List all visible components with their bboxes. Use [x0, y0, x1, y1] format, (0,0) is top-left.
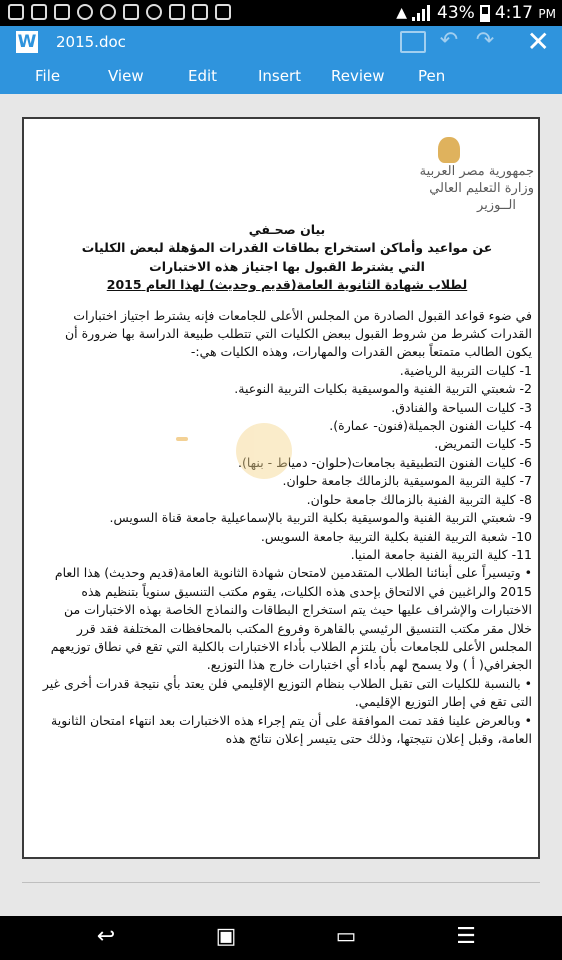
- menu-review[interactable]: Review: [331, 67, 385, 85]
- notification-icons: [8, 4, 231, 20]
- doc-heading: عن مواعيد وأماكن استخراج بطاقات القدرات المؤهلة لبعض الكليات: [81, 240, 493, 256]
- ministry-line: جمهورية مصر العربية: [419, 164, 534, 179]
- doc-heading: التي يشترط القبول بها اجتياز هذه الاختبارات: [149, 258, 425, 274]
- system-status: [396, 0, 556, 26]
- wps-logo-icon: W: [17, 32, 37, 52]
- menu-bar: [0, 58, 562, 94]
- undo-icon[interactable]: ↶: [439, 28, 459, 53]
- eagle-seal-icon: [438, 137, 460, 163]
- recent-apps-icon[interactable]: ▭: [335, 924, 357, 949]
- list-item: 6- كليات الفنون التطبيقية بجامعات(حلوان- دمياط - بنها).: [238, 454, 532, 470]
- doc-heading: بيان صحـفي: [248, 222, 326, 237]
- body-paragraph: • وبالعرض علينا فقد تمت الموافقة على أن يتم إجراء هذه الاختبارات بعد انتهاء امتحان الثانوية العامة، وقبل إعلان نتيجتها، وذلك حتى يتيسر إعلان نتائج هذه: [51, 712, 532, 746]
- list-item: 7- كلية التربية الموسيقية بالزمالك جامعة حلوان.: [282, 473, 532, 489]
- body-paragraph: • بالنسبة للكليات التى تقبل الطلاب بنظام التوزيع الإقليمي فلن يعتد بأي نتيجة قدرات أخرى غير التى تقع في إطار التوزيع الإقليمي.: [42, 675, 532, 710]
- watermark-badge: [176, 437, 188, 441]
- menu-pen[interactable]: Pen: [418, 67, 446, 85]
- list-item: 9- شعبتي التربية الفنية والموسيقية بكلية التربية بالإسماعيلية جامعة قناة السويس.: [109, 510, 532, 526]
- back-icon[interactable]: ↩: [96, 924, 116, 949]
- list-item: 1- كليات التربية الرياضية.: [399, 362, 532, 378]
- notification-icon: [8, 4, 24, 20]
- watermark-circle: [236, 423, 292, 479]
- signal-icon: [412, 5, 432, 21]
- menu-edit[interactable]: Edit: [188, 67, 218, 85]
- clock-time: 4:17: [494, 3, 533, 23]
- app-bar: [0, 26, 562, 58]
- document-page[interactable]: [22, 117, 540, 859]
- notification-icon: [123, 4, 139, 20]
- close-icon[interactable]: ✕: [526, 25, 550, 58]
- notification-icon: [77, 4, 93, 20]
- body-paragraph: • وتيسيراً على أبنائنا الطلاب المتقدمين لامتحان شهادة الثانوية العامة(قديم وحديث) هذا العام 2015 والراغبين في الالتحاق بإحدى هذه الكليات، يقوم مكتب التنسيق سنوياً بتنظيم هذه الاختبارات والإشراف عليها حيث يتم استخراج البطاقات والنماذج الخاصة بهذه الاختبارات من خلال مقر مكتب التنسيق الرئيسي بالقاهرة وفروع المكتب بالمحافظات المختلفة فقد قرر المجلس الأعلى للجامعات بأن يلتزم الطلاب بأداء الاختبارات بالكلية التي تقع في نطاق توزيعهم الجغرافي( أ ) ولا يسمح لهم بأداء أي اختبارات خارج هذا التوزيع.: [50, 565, 532, 673]
- home-icon[interactable]: ▣: [215, 924, 237, 949]
- site-watermark: [176, 423, 316, 493]
- list-item: 2- شعبتي التربية الفنية والموسيقية بكليات التربية النوعية.: [234, 381, 532, 397]
- menu-insert[interactable]: Insert: [258, 67, 302, 85]
- list-item: 3- كليات السياحة والفنادق.: [391, 399, 532, 415]
- notification-icon: [169, 4, 185, 20]
- intro-paragraph: في ضوء قواعد القبول الصادرة من المجلس الأعلى للجامعات فإنه يشترط اجتياز اختبارات القدرات كشرط من شروط القبول ببعض الكليات التي تتطلب طبيعة الدراسة بها ضرورة أن يكون الطالب متمتعاً ببعض القدرات والمهارات، وهذه الكليات هي:-: [65, 307, 532, 360]
- list-item: 4- كليات الفنون الجميلة(فنون- عمارة).: [329, 418, 532, 434]
- menu-icon[interactable]: ☰: [456, 924, 476, 949]
- clock: [495, 3, 556, 23]
- list-item: 10- شعبة التربية الفنية بكلية التربية جامعة السويس.: [260, 528, 532, 544]
- menu-file[interactable]: File: [35, 67, 61, 85]
- ministry-line: الــوزير: [477, 198, 516, 213]
- list-item: 11- كلية التربية الفنية جامعة المنيا.: [350, 546, 532, 562]
- notification-icon: [215, 4, 231, 20]
- status-bar: [0, 0, 562, 26]
- list-item: 8- كلية التربية الفنية بالزمالك جامعة حلوان.: [306, 491, 532, 507]
- list-item: 5- كليات التمريض.: [434, 436, 532, 452]
- notification-icon: [100, 4, 116, 20]
- redo-icon[interactable]: ↷: [475, 28, 495, 53]
- mail-icon: [54, 4, 70, 20]
- notification-icon: [31, 4, 47, 20]
- battery-percent: 43%: [437, 3, 475, 23]
- menu-view[interactable]: View: [108, 67, 144, 85]
- save-icon[interactable]: [400, 31, 426, 53]
- navigation-bar: [0, 916, 562, 960]
- viber-icon: [146, 4, 162, 20]
- page-divider: [22, 882, 540, 883]
- doc-heading: لطلاب شهادة الثانوية العامة(قديم وحديث) لهذا العام 2015: [106, 277, 468, 293]
- ministry-header: [284, 163, 534, 214]
- document-title: 2015.doc: [56, 33, 126, 51]
- battery-icon: [480, 5, 490, 22]
- clock-suffix: PM: [538, 7, 556, 21]
- notification-icon: [192, 4, 208, 20]
- ministry-line: وزارة التعليم العالي: [429, 181, 534, 196]
- wifi-icon: ▲: [396, 5, 408, 21]
